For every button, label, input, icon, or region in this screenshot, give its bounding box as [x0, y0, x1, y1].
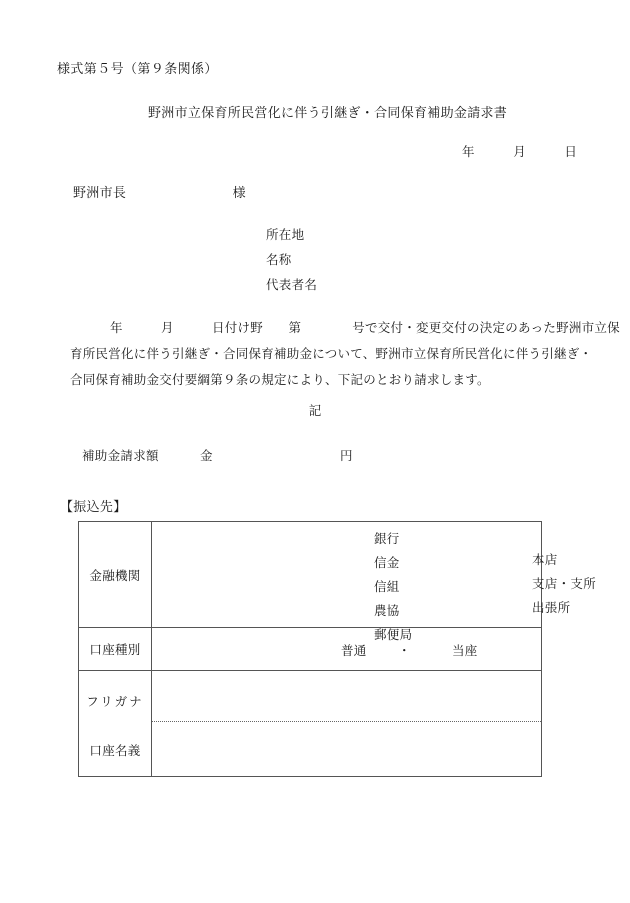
table-row-institution: [79, 522, 542, 628]
transfer-details-table: [78, 521, 597, 777]
date-line: 年 月 日: [462, 145, 578, 159]
table-row-account-holder: [79, 671, 542, 777]
furigana-label: フリガナ: [86, 695, 144, 709]
addressee-line: 野洲市長 様: [73, 185, 246, 200]
ki-marker: 記: [308, 404, 322, 418]
institution-kind-option[interactable]: 信金: [374, 556, 400, 570]
account-type-option-ordinary[interactable]: 普通: [341, 644, 367, 658]
account-type-label-cell: 口座種別: [79, 628, 152, 671]
body-paragraph: [70, 318, 620, 396]
body-paragraph-line-2: 育所民営化に伴う引継ぎ・合同保育補助金について、野洲市立保育所民営化に伴う引継ぎ・: [70, 347, 593, 361]
body-paragraph-line-3: 合同保育補助金交付要綱第９条の規定により、下記のとおり請求します。: [70, 373, 490, 387]
institution-label-cell: 金融機関: [79, 522, 152, 628]
applicant-address-label: 所在地: [266, 228, 305, 242]
applicant-block: [266, 225, 317, 300]
page-title: 野洲市立保育所民営化に伴う引継ぎ・合同保育補助金請求書: [148, 105, 508, 120]
account-type-separator: ・: [398, 644, 411, 658]
amount-label: 補助金請求額: [82, 449, 159, 463]
applicant-representative-label: 代表者名: [266, 278, 318, 292]
account-type-value-cell[interactable]: [152, 628, 542, 671]
form-number: 様式第５号（第９条関係）: [57, 61, 218, 76]
account-holder-value-cell[interactable]: [152, 671, 542, 777]
branch-kind-options: [532, 550, 596, 622]
branch-kind-option[interactable]: 支店・支所: [532, 577, 597, 591]
institution-kind-option[interactable]: 信組: [374, 580, 400, 594]
body-paragraph-line-1: 年 月 日付け野 第 号で交付・変更交付の決定のあった野洲市立保: [110, 321, 620, 335]
institution-value-cell[interactable]: [152, 522, 597, 642]
table-row-account-type: [79, 628, 542, 671]
furigana-divider: [152, 721, 541, 722]
institution-kind-option[interactable]: 銀行: [374, 532, 400, 546]
institution-kind-option[interactable]: 郵便局: [374, 628, 413, 642]
account-holder-label: 口座名義: [89, 744, 141, 758]
amount-currency-suffix: 円: [340, 449, 353, 463]
institution-kind-option[interactable]: 農協: [374, 604, 400, 618]
branch-kind-option[interactable]: 出張所: [532, 601, 571, 615]
applicant-name-label: 名称: [266, 253, 292, 267]
account-holder-label-cell: [79, 671, 152, 777]
branch-kind-option[interactable]: 本店: [532, 553, 558, 567]
account-type-option-current[interactable]: 当座: [452, 644, 478, 658]
amount-currency-prefix: 金: [200, 449, 213, 463]
transfer-section-heading: 【振込先】: [60, 499, 127, 514]
